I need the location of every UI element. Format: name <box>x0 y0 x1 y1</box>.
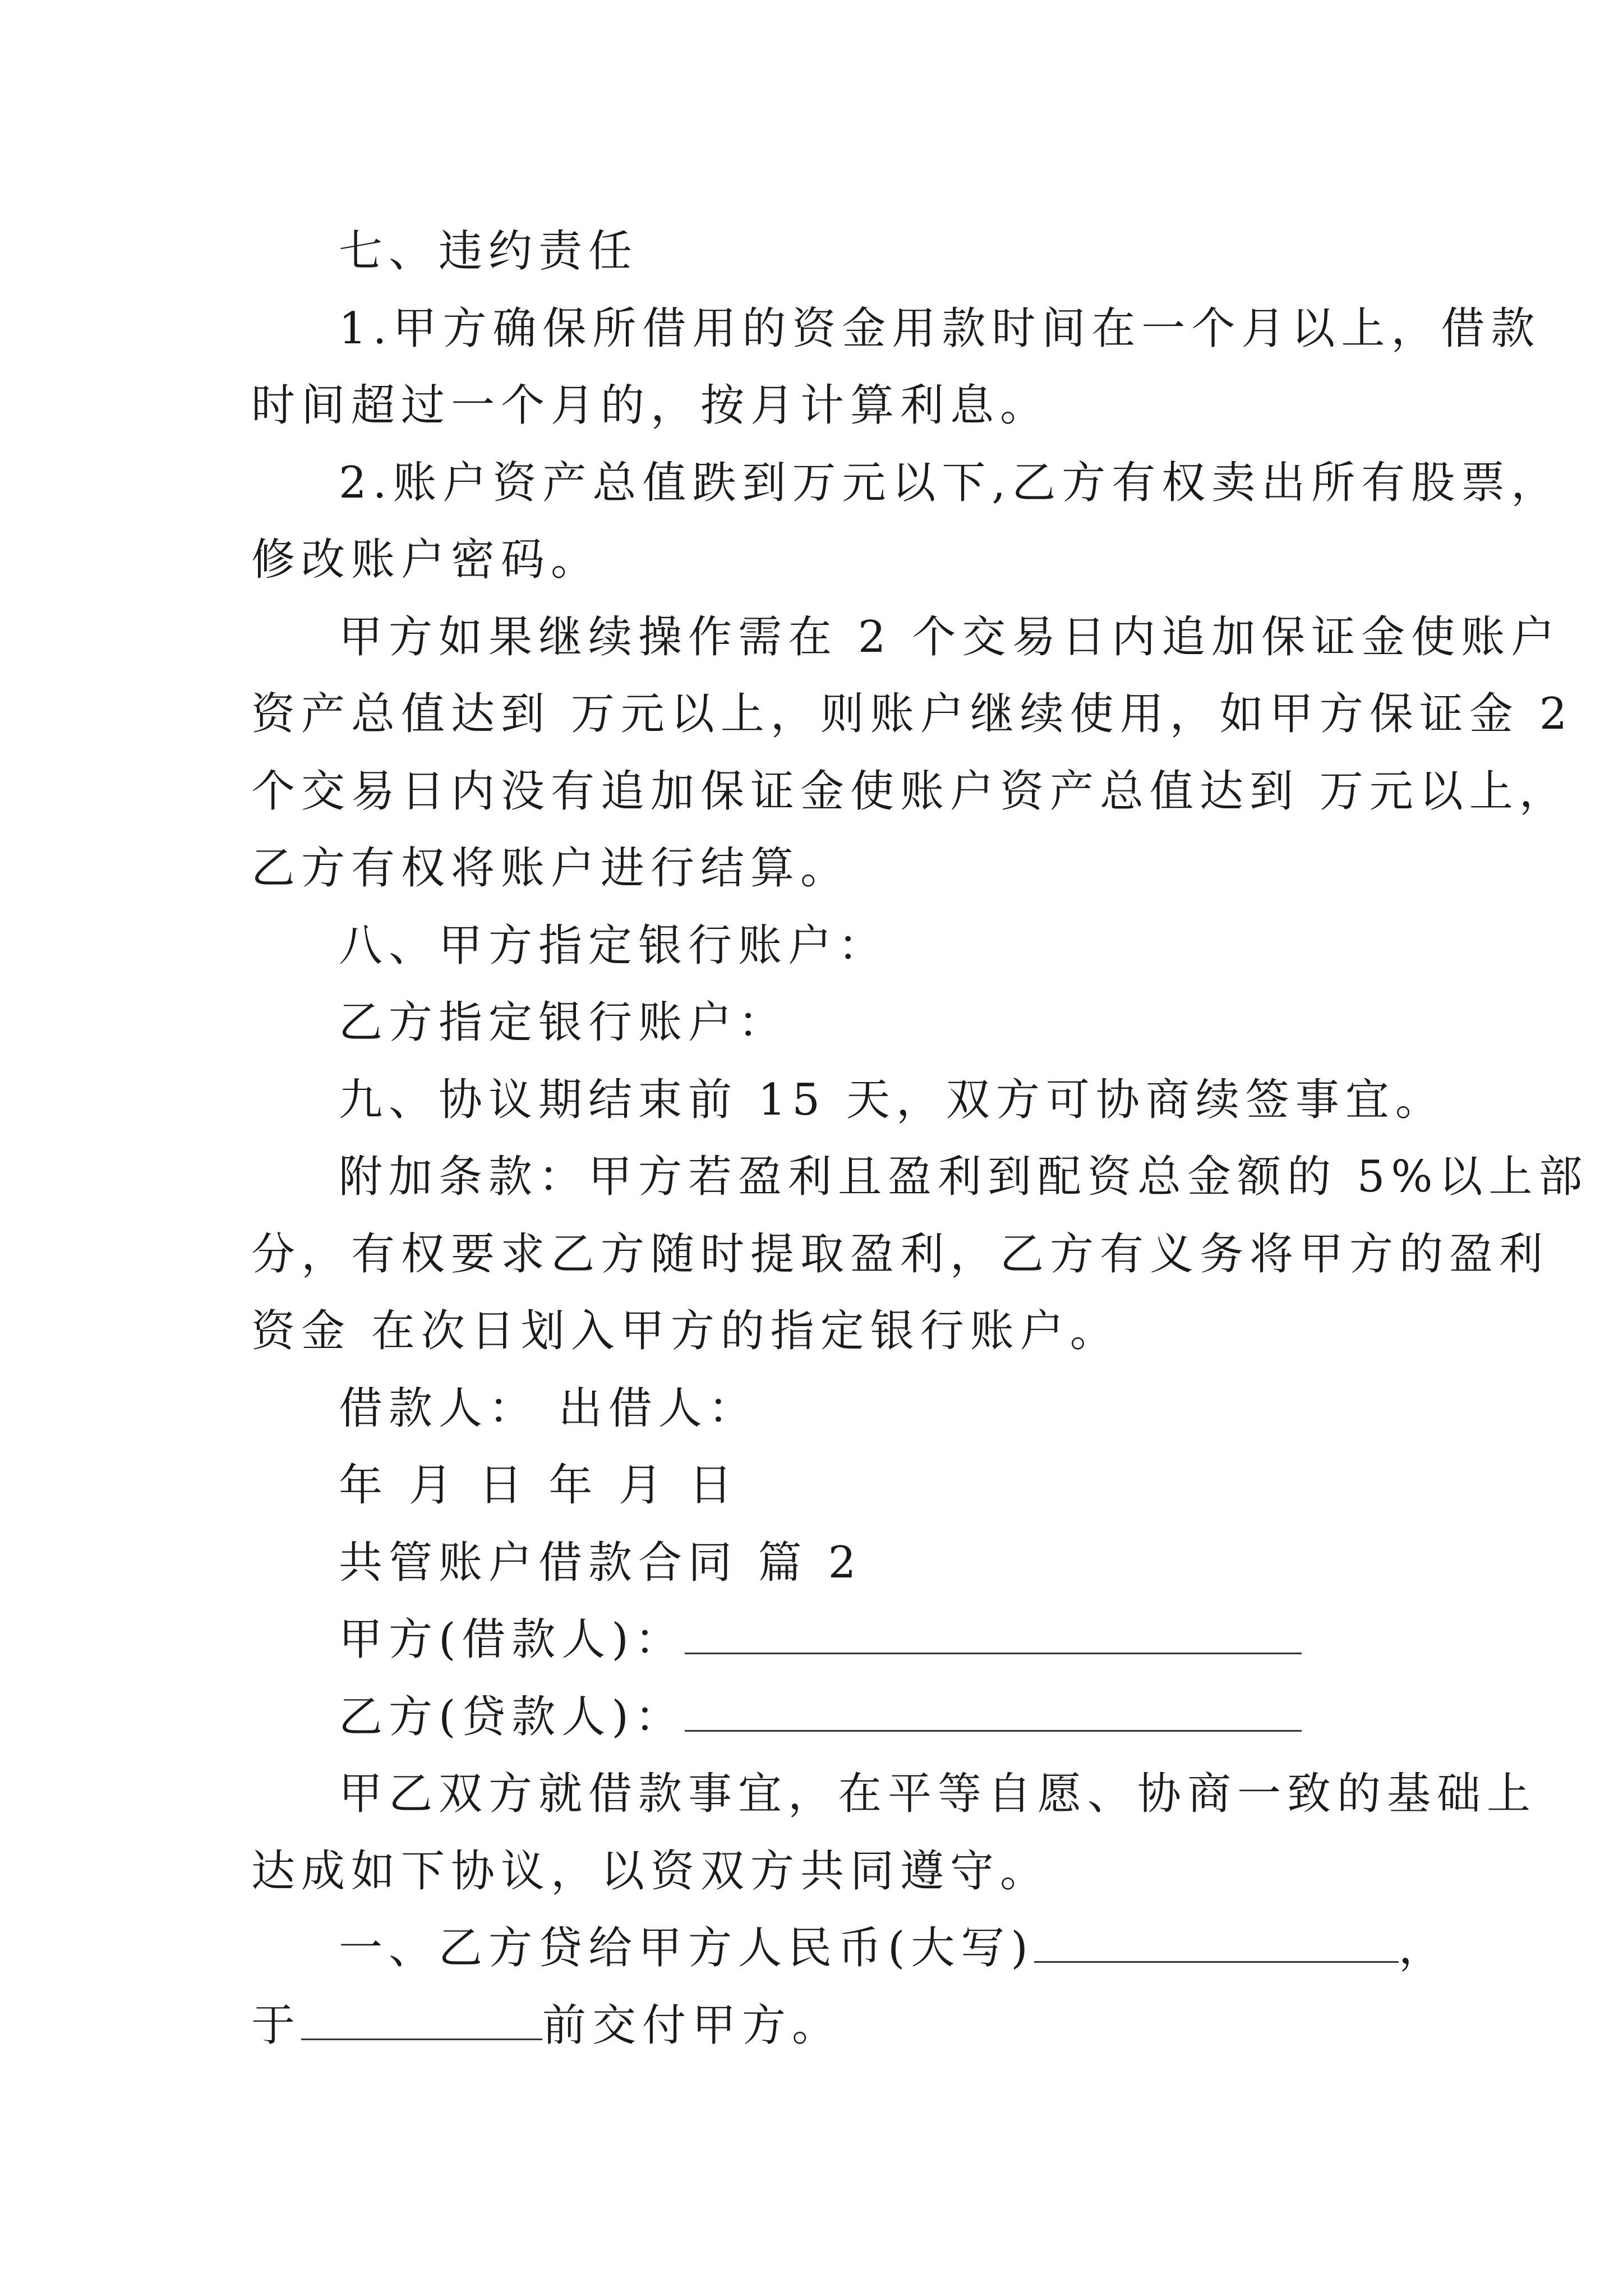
additional-clause: 附加条款：甲方若盈利且盈利到配资总金额的 5%以上部 <box>339 1152 1589 1202</box>
party-b-account: 乙方指定银行账户： <box>339 997 789 1048</box>
clause-text: 时间超过一个月的，按月计算利息。 <box>251 380 1050 431</box>
clause-text: 资产总值达到 万元以上，则账户继续使用，如甲方保证金 2 <box>251 689 1574 739</box>
agreement-paragraph: 甲乙双方就借款事宜，在平等自愿、协商一致的基础上 <box>339 1769 1537 1819</box>
clause-one-line <box>251 1910 1449 1987</box>
heading-renewal: 九、协议期结束前 15 天，双方可协商续签事宜。 <box>339 1074 1445 1125</box>
clause-text: 个交易日内没有追加保证金使账户资产总值达到 万元以上， <box>251 766 1569 817</box>
additional-clause: 分，有权要求乙方随时提取盈利，乙方有义务将甲方的盈利 <box>251 1228 1550 1280</box>
lender-blank-field[interactable] <box>685 1691 1302 1732</box>
amount-blank-field[interactable] <box>1034 1922 1399 1963</box>
signature-labels: 借款人： 出借人： <box>339 1383 758 1434</box>
heading-breach-liability: 七、违约责任 <box>339 226 639 277</box>
clause-one-text: 一、乙方贷给甲方人民币(大写) <box>339 1923 1034 1973</box>
heading-party-a-account: 八、甲方指定银行账户： <box>339 920 888 971</box>
document-body <box>251 213 1589 2064</box>
borrower-blank-field[interactable] <box>685 1613 1302 1654</box>
clause-one-comma: ， <box>1398 1923 1449 1973</box>
borrower-label: 甲方(借款人)： <box>339 1614 685 1665</box>
borrower-line <box>251 1602 1407 1679</box>
clause-text: 1.甲方确保所借用的资金用款时间在一个月以上，借款 <box>339 303 1541 354</box>
clause-text: 修改账户密码。 <box>251 535 601 585</box>
clause-text: 乙方有权将账户进行结算。 <box>251 843 851 894</box>
clause-text: 甲方如果继续操作需在 2 个交易日内追加保证金使账户 <box>339 611 1561 662</box>
clause-one-text-yu: 于 <box>251 2000 302 2051</box>
contract-title: 共管账户借款合同 篇 2 <box>339 1537 863 1588</box>
additional-clause: 资金 在次日划入甲方的指定银行账户。 <box>251 1306 1120 1356</box>
lender-line <box>251 1679 1407 1756</box>
clause-one-line-2 <box>251 1987 1407 2065</box>
clause-one-text-end: 前交付甲方。 <box>542 2000 842 2051</box>
clause-text: 2.账户资产总值跌到万元以下,乙方有权卖出所有股票， <box>339 457 1561 508</box>
date-labels: 年 月 日 年 月 日 <box>339 1460 739 1511</box>
agreement-paragraph: 达成如下协议，以资双方共同遵守。 <box>251 1846 1050 1897</box>
lender-label: 乙方(贷款人)： <box>339 1691 685 1742</box>
date-blank-field[interactable] <box>301 1999 542 2040</box>
